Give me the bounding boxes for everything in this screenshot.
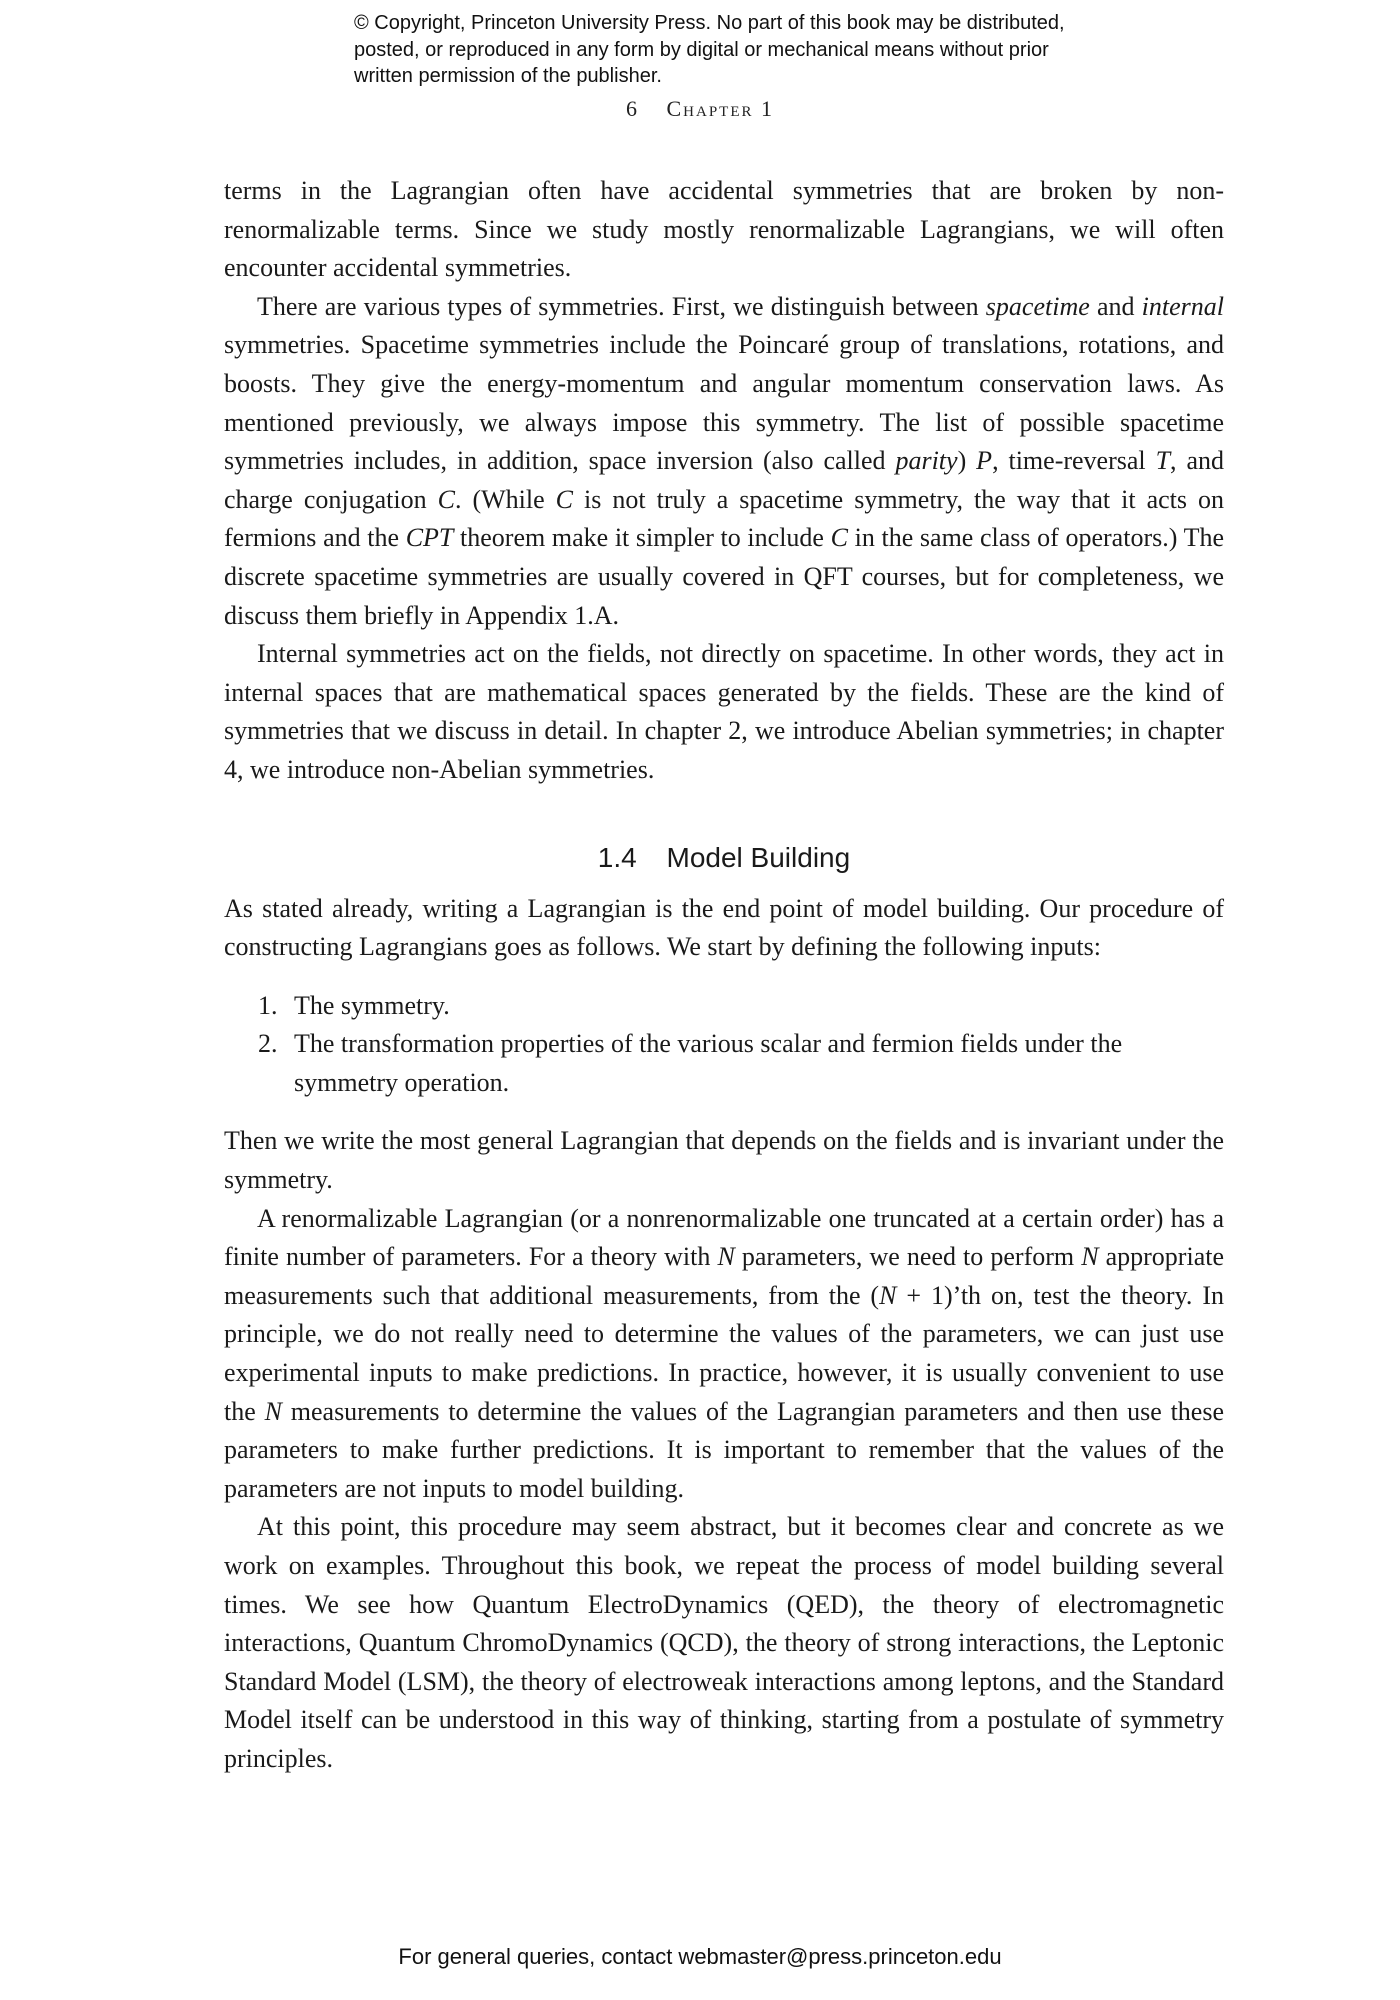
list-marker: 1.: [258, 990, 278, 1020]
paragraph: There are various types of symmetries. First, we distinguish between spacetime and internal symmetries. Spacetime symmetries include the Poincaré group of translations, rotations, and boosts. They give the energy-momentum and angular momentum conservation laws. As mentioned previously, we always impose this symmetry. The list of possible spacetime symmetries includes, in addition, space inversion (also called parity) P, time-reversal T, and charge conjugation C. (While C is not truly a spacetime symmetry, the way that it acts on fermions and the CPT theorem make it simpler to include C in the same class of operators.) The discrete spacetime symmetries are usually covered in QFT courses, but for completeness, we discuss them briefly in Appendix 1.A.: [224, 291, 1225, 630]
body-text: [224, 172, 1224, 1779]
footer-contact: For general queries, contact webmaster@press.princeton.edu: [398, 1944, 1002, 1969]
list-item: [258, 1025, 1224, 1102]
list-item-text: The symmetry.: [294, 990, 450, 1020]
paragraph: A renormalizable Lagrangian (or a nonrenormalizable one truncated at a certain order) has a finite number of parameters. For a theory with N parameters, we need to perform N appropriate measurements such that additional measurements, from the (N + 1)’th on, test the theory. In principle, we do not really need to determine the values of the parameters, we can just use experimental inputs to make predictions. In practice, however, it is usually convenient to use the N measurements to determine the values of the Lagrangian parameters and then use these parameters to make further predictions. It is important to remember that the values of the parameters are not inputs to model building.: [224, 1203, 1224, 1503]
running-head: [0, 96, 1400, 122]
inputs-list: [224, 987, 1224, 1103]
paragraph: terms in the Lagrangian often have accidental symmetries that are broken by non-renormalizable terms. Since we study mostly renormalizable Lagrangians, we will often encounter accidental symmetries.: [224, 176, 1224, 283]
chapter-label: Chapter 1: [666, 96, 774, 121]
list-item: [258, 987, 1224, 1026]
paragraph: Internal symmetries act on the fields, not directly on spacetime. In other words, they act in internal spaces that are mathematical spaces generated by the fields. These are the kind of symmetries that we discuss in detail. In chapter 2, we introduce Abelian symmetries; in chapter 4, we introduce non-Abelian symmetries.: [224, 639, 1224, 784]
list-marker: 2.: [258, 1029, 278, 1059]
section-heading: [224, 838, 1224, 878]
page-number: 6: [625, 96, 638, 121]
paragraph: As stated already, writing a Lagrangian is the end point of model building. Our procedure of constructing Lagrangians goes as follows. We start by defining the following inputs:: [224, 893, 1224, 962]
section-title: Model Building: [666, 841, 851, 873]
copyright-notice: © Copyright, Princeton University Press. No part of this book may be distributed, posted, or reproduced in any form by digital or mechanical means without prior written permission of the publisher.: [354, 12, 1065, 87]
list-item-text: The transformation properties of the various scalar and fermion fields under the symmetry operation.: [294, 1029, 1123, 1097]
section-number: 1.4: [597, 841, 637, 873]
paragraph: At this point, this procedure may seem abstract, but it becomes clear and concrete as we work on examples. Throughout this book, we repeat the process of model building several times. We see how Quantum ElectroDynamics (QED), the theory of electromagnetic interactions, Quantum ChromoDynamics (QCD), the theory of strong interactions, the Leptonic Standard Model (LSM), the theory of electroweak interactions among leptons, and the Standard Model itself can be understood in this way of thinking, starting from a postulate of symmetry principles.: [224, 1512, 1224, 1773]
paragraph: Then we write the most general Lagrangian that depends on the fields and is invariant under the symmetry.: [224, 1126, 1224, 1195]
